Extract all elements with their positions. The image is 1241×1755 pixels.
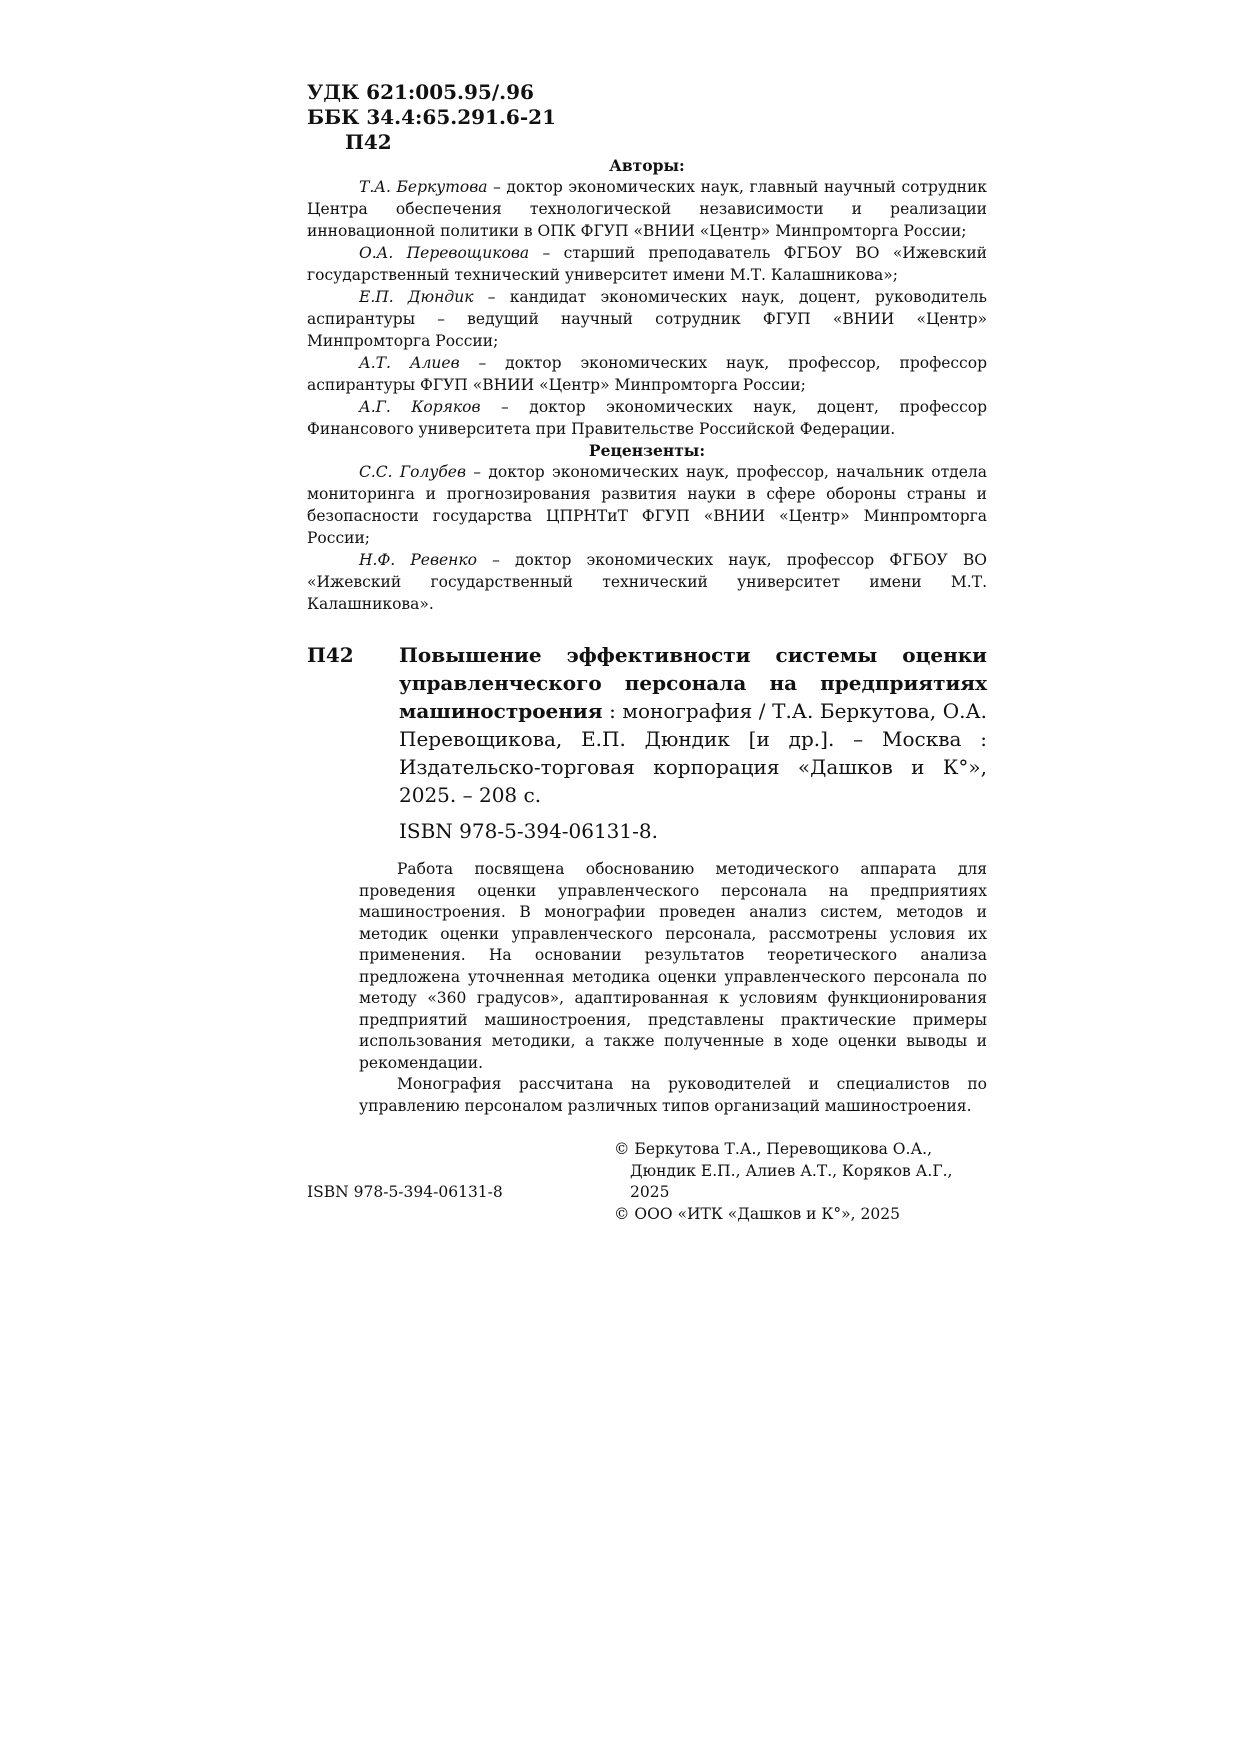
reviewers-section — [307, 440, 987, 615]
reviewer-description: – доктор экономических наук, профессор, начальник отдела мониторинга и прогнозирования развития науки в сфере обороны страны и безопасности государства ЦПРНТиТ ФГУП «ВНИИ «Центр» Минпромторга России; — [307, 463, 987, 547]
abstract — [359, 859, 987, 1117]
book-details: : монография / Т.А. Беркутова, О.А. Перевощикова, Е.П. Дюндик [и др.]. – Москва : Издательско-торговая корпорация «Дашков и К°», 2025. – 208 с. — [399, 699, 987, 807]
entry-isbn: ISBN 978-5-394-06131-8. — [399, 819, 658, 843]
author-name: А.Г. Коряков — [359, 398, 481, 416]
author-description: – доктор экономических наук, доцент, профессор Финансового университета при Правительстве Российской Федерации. — [307, 398, 987, 438]
copyright-publisher: © ООО «ИТК «Дашков и К°», 2025 — [614, 1204, 900, 1223]
abstract-paragraph: Работа посвящена обоснованию методического аппарата для проведения оценки управленческого персонала на предприятиях машиностроения. В монографии проведен анализ систем, методов и методик оценки управленческого персонала, рассмотрены условия их применения. На основании результатов теоретического анализа предложена уточненная методика оценки управленческого персонала по методу «360 градусов», адаптированная к условиям функционирования предприятий машиностроения, представлены практические примеры использования методики, а также полученные в ходе оценки выводы и рекомендации. — [359, 860, 987, 1072]
imprint-footer — [307, 1139, 987, 1223]
author-entry — [307, 242, 987, 286]
classification-codes — [307, 80, 987, 155]
book-title: Повышение эффективности системы оценки управленческого персонала на предприятиях машиностроения — [399, 643, 987, 723]
abstract-paragraph: Монография рассчитана на руководителей и специалистов по управлению персоналом различных типов организаций машиностроения. — [359, 1075, 987, 1115]
bbk-code: ББК 34.4:65.291.6-21 — [307, 105, 556, 129]
author-name: О.А. Перевощикова — [359, 244, 530, 262]
author-name: Е.П. Дюндик — [359, 288, 474, 306]
author-description: – старший преподаватель ФГБОУ ВО «Ижевский государственный технический университет имени М.Т. Калашникова»; — [307, 244, 988, 284]
copyright-authors-continued: Дюндик Е.П., Алиев А.Т., Коряков А.Г., 2025 — [630, 1161, 953, 1201]
udk-code: УДК 621:005.95/.96 — [307, 80, 534, 104]
reviewer-name: Н.Ф. Ревенко — [359, 551, 477, 569]
footer-isbn: ISBN 978-5-394-06131-8 — [307, 1183, 503, 1201]
entry-body — [399, 641, 987, 809]
author-entry — [307, 352, 987, 396]
copyright-authors: © Беркутова Т.А., Перевощикова О.А., — [614, 1140, 933, 1158]
author-description: – кандидат экономических наук, доцент, руководитель аспирантуры – ведущий научный сотрудник ФГУП «ВНИИ «Центр» Минпромторга России; — [307, 288, 987, 350]
author-entry — [307, 176, 987, 242]
author-description: – доктор экономических наук, главный научный сотрудник Центра обеспечения технологической независимости и реализации инновационной политики в ОПК ФГУП «ВНИИ «Центр» Минпромторга России; — [307, 178, 987, 240]
reviewers-heading: Рецензенты: — [588, 441, 706, 460]
copyright-block — [614, 1139, 994, 1225]
author-description: – доктор экономических наук, профессор, профессор аспирантуры ФГУП «ВНИИ «Центр» Минпромторга России; — [307, 354, 987, 394]
author-entry — [307, 286, 987, 352]
entry-code: П42 — [307, 643, 354, 667]
bibliographic-entry — [307, 641, 987, 809]
author-entry — [307, 396, 987, 440]
reviewer-description: – доктор экономических наук, профессор ФГБОУ ВО «Ижевский государственный технический университет имени М.Т. Калашникова». — [307, 551, 987, 613]
reviewer-entry — [307, 461, 987, 549]
author-mark: П42 — [345, 130, 392, 154]
reviewer-entry — [307, 549, 987, 615]
authors-heading: Авторы: — [609, 156, 685, 175]
reviewer-name: С.С. Голубев — [359, 463, 466, 481]
authors-section — [307, 155, 987, 440]
imprint-page — [307, 80, 988, 1223]
author-name: А.Т. Алиев — [359, 354, 460, 372]
author-name: Т.А. Беркутова — [359, 178, 488, 196]
